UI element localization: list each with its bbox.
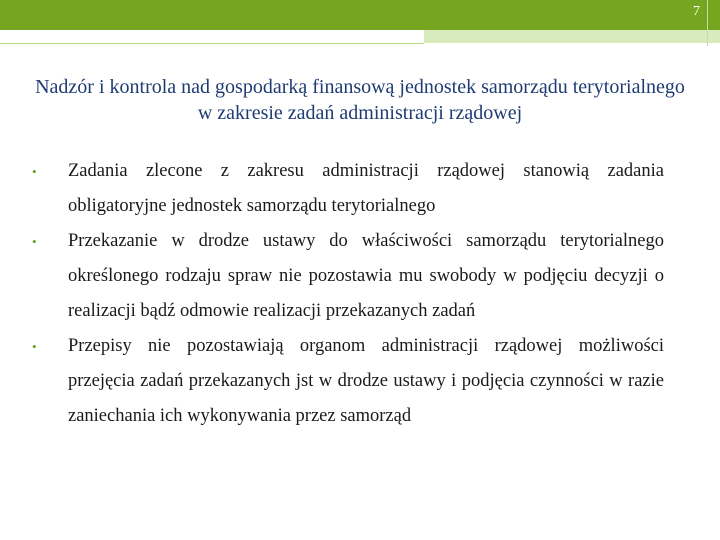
page-number: 7 [693,4,700,19]
list-item [30,329,664,434]
list-item-text: Przepisy nie pozostawiają organom administracji rządowej możliwości przejęcia zadań przekazanych jst w drodze ustawy i podjęcia czynności w razie zaniechania ich wykonywania przez samorząd [68,336,664,426]
list-item [30,224,664,329]
bullet-dot-icon: • [32,234,37,249]
bullet-list [30,154,664,434]
header-strip-right [424,30,720,43]
list-item-text: Przekazanie w drodze ustawy do właściwości samorządu terytorialnego określonego rodzaju spraw nie pozostawia mu swobody w podjęciu decyzji o realizacji bądź odmowie realizacji przekazanych zadań [68,231,664,321]
bullet-dot-icon: • [32,339,37,354]
list-item [30,154,664,224]
header-strip-left [0,30,424,44]
list-item-text: Zadania zlecone z zakresu administracji rządowej stanowią zadania obligatoryjne jednostek samorządu terytorialnego [68,161,664,216]
bullet-dot-icon: • [32,164,37,179]
header-strip-gap [424,43,720,47]
header-bar [0,0,720,30]
slide-title: Nadzór i kontrola nad gospodarką finansową jednostek samorządu terytorialnego w zakresie zadań administracji rządowej [35,76,685,124]
header-edge-line [707,0,708,46]
